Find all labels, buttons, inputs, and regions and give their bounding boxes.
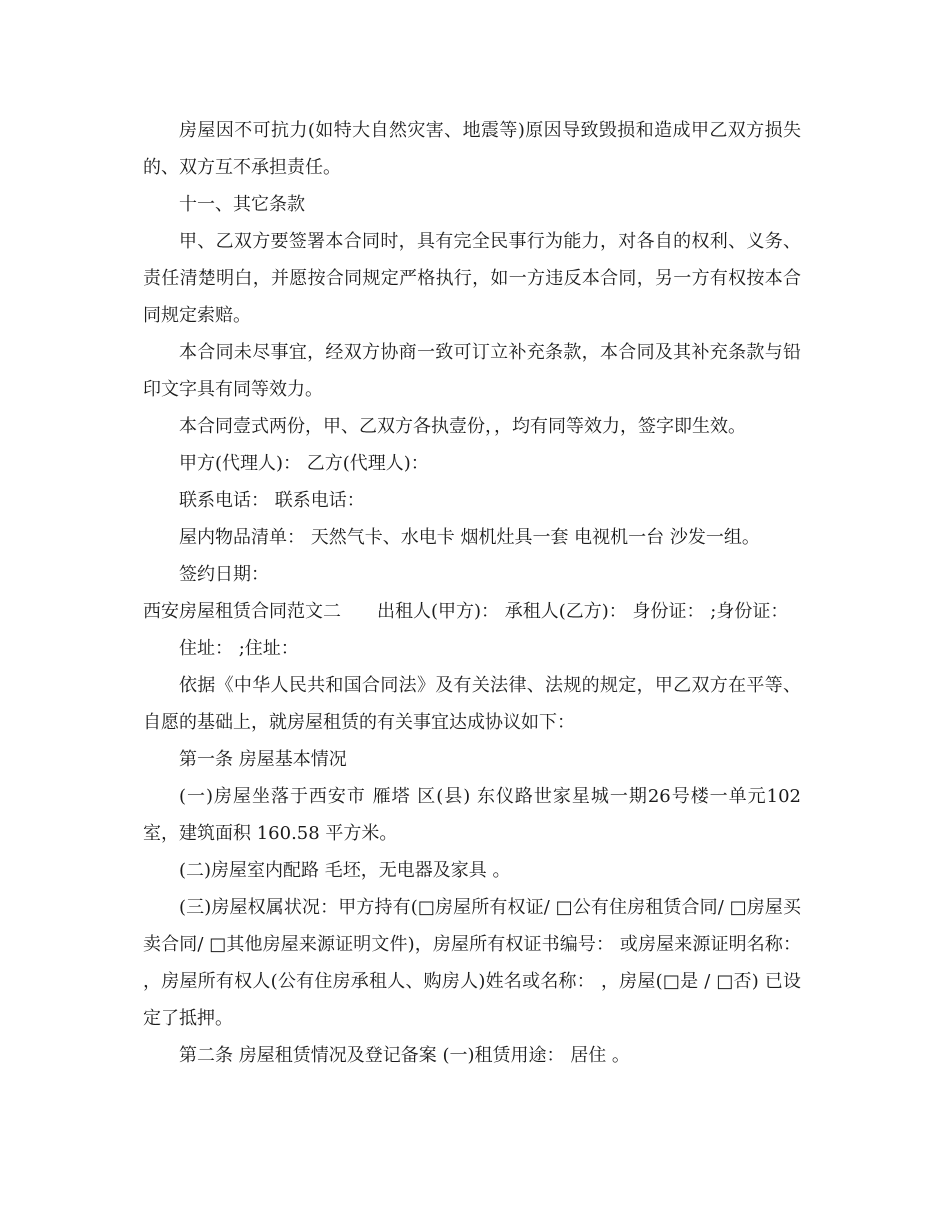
document-body — [143, 112, 801, 1074]
paragraph-interior-fittings: (二)房屋室内配路 毛坯，无电器及家具 。 — [179, 860, 511, 881]
contract-two-header: 西安房屋租赁合同范文二 出租人(甲方)： 承租人(乙方)： 身份证： ;身份证： — [143, 601, 789, 622]
paragraph-supplementary-terms: 本合同未尽事宜，经双方协商一致可订立补充条款，本合同及其补充条款与铅印文字具有同等效力。 — [143, 342, 801, 400]
section-heading-other-terms: 十一、其它条款 — [179, 194, 305, 215]
signing-date-line: 签约日期： — [179, 564, 269, 585]
address-line: 住址： ;住址： — [179, 638, 299, 659]
paragraph-legal-basis: 依据《中华人民共和国合同法》及有关法律、法规的规定，甲乙双方在平等、自愿的基础上，就房屋租赁的有关事宜达成协议如下： — [143, 675, 801, 733]
inventory-list-line: 屋内物品清单： 天然气卡、水电卡 烟机灶具一套 电视机一台 沙发一组。 — [179, 527, 760, 548]
signature-parties-line: 甲方(代理人)： 乙方(代理人)： — [179, 453, 429, 474]
paragraph-copies-clause: 本合同壹式两份，甲、乙双方各执壹份，，均有同等效力，签字即生效。 — [179, 416, 746, 437]
paragraph-ownership-status: (三)房屋权属状况：甲方持有(□房屋所有权证/ □公有住房租赁合同/ □房屋买卖合同/ □其他房屋来源证明文件)，房屋所有权证书编号： 或房屋来源证明名称： ，房屋所有权人(公有住房承租人、购房人)姓名或名称： ，房屋(□是 / □否) 已设定了抵押。 — [143, 897, 801, 1029]
article-two-heading: 第二条 房屋租赁情况及登记备案 (一)租赁用途： 居住 。 — [179, 1045, 630, 1066]
paragraph-force-majeure: 房屋因不可抗力(如特大自然灾害、地震等)原因导致毁损和造成甲乙双方损失的、双方互不承担责任。 — [143, 120, 801, 178]
article-one-heading: 第一条 房屋基本情况 — [179, 749, 347, 770]
contact-phone-line: 联系电话： 联系电话： — [179, 490, 365, 511]
paragraph-property-location: (一)房屋坐落于西安市 雁塔 区(县) 东仪路世家星城一期26号楼一单元102室，建筑面积 160.58 平方米。 — [143, 786, 801, 844]
paragraph-capacity-clause: 甲、乙双方要签署本合同时，具有完全民事行为能力，对各自的权利、义务、责任清楚明白，并愿按合同规定严格执行，如一方违反本合同，另一方有权按本合同规定索赔。 — [143, 231, 801, 326]
